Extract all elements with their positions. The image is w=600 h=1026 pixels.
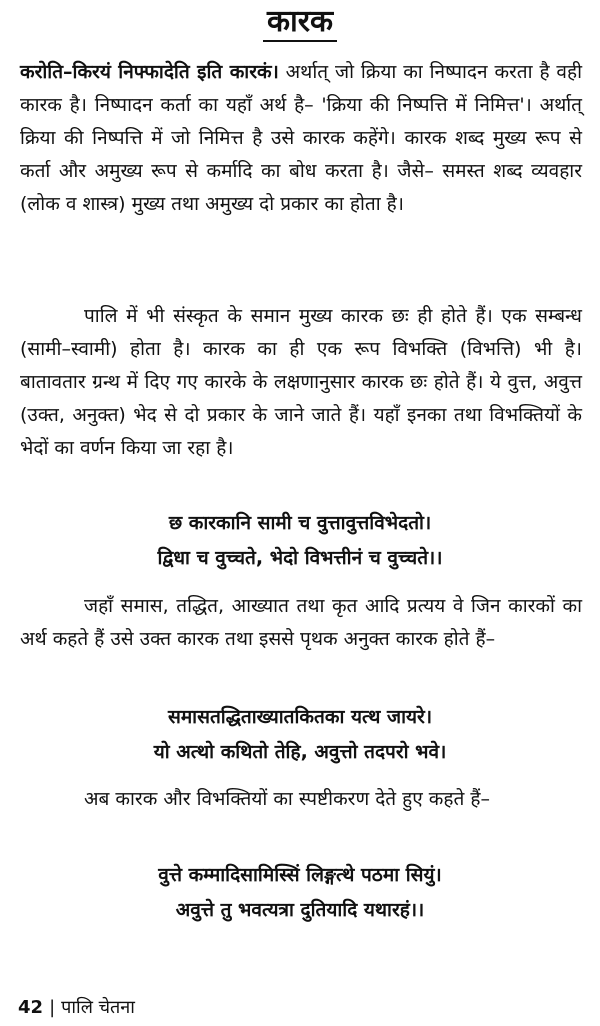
footer-separator: | xyxy=(49,997,56,1018)
page-title-text: कारक xyxy=(263,4,337,42)
book-title: पालि चेतना xyxy=(61,997,135,1018)
verse-3-line-2: अवुत्ते तु भवत्यत्रा दुतियादि यथारहं।। xyxy=(175,899,425,921)
verse-1 xyxy=(0,506,600,576)
verse-1-line-1: छ कारकानि सामी च वुत्तावुत्तविभेदतो। xyxy=(168,512,432,534)
verse-2-line-1: समासतद्धिताख्यातकितका यत्थ जायरे। xyxy=(167,706,433,728)
verse-3-line-1: वुत्ते कम्मादिसामिस्सिं लिङ्गत्थे पठमा सियुं। xyxy=(158,864,442,886)
paragraph-1-lead: करोति–किरयं निफ्फादेति इति कारकं। xyxy=(20,61,279,83)
verse-3 xyxy=(0,858,600,928)
page-number: 42 xyxy=(18,997,44,1018)
paragraph-4: अब कारक और विभक्तियों का स्पष्टीकरण देते हुए कहते हैं– xyxy=(84,788,490,810)
page-footer xyxy=(18,996,135,1020)
paragraph-2: पालि में भी संस्कृत के समान मुख्य कारक छः ही होते हैं। एक सम्बन्ध (सामी–स्वामी) होता है। कारक का ही एक रूप विभक्ति (विभत्ति) भी है। बातावतार ग्रन्थ में दिए गए कारके के लक्षणानुसार कारक छः होते हैं। ये वुत्त, अवुत्त (उक्त, अनुक्त) भेद से दो प्रकार के जाने जाते हैं। यहाँ इनका तथा विभक्तियों के भेदों का वर्णन किया जा रहा है। xyxy=(20,305,582,459)
verse-1-line-2: द्विधा च वुच्चते, भेदो विभत्तीनं च वुच्चते।। xyxy=(157,547,443,569)
page-title xyxy=(0,2,600,42)
verse-2 xyxy=(0,700,600,770)
verse-2-line-2: यो अत्थो कथितो तेहि, अवुत्तो तदपरो भवे। xyxy=(153,741,447,763)
paragraph-1-text: अर्थात् जो क्रिया का निष्पादन करता है वही कारक है। निष्पादन कर्ता का यहाँ अर्थ है– 'क्रिया की निष्पत्ति में निमित्त'। अर्थात् क्रिया की निष्पत्ति में जो निमित्त है उसे कारक कहेंगे। कारक शब्द मुख्य रूप से कर्ता और अमुख्य रूप से कर्मादि का बोध करता है। जैसे– समस्त शब्द व्यवहार (लोक व शास्त्र) मुख्य तथा अमुख्य दो प्रकार का होता है। xyxy=(20,61,582,215)
paragraph-1 xyxy=(20,56,582,221)
paragraph-3: जहाँ समास, तद्धित, आख्यात तथा कृत आदि प्रत्यय वे जिन कारकों का अर्थ कहते हैं उसे उक्त कारक तथा इससे पृथक अनुक्त कारक होते हैं– xyxy=(20,595,582,650)
